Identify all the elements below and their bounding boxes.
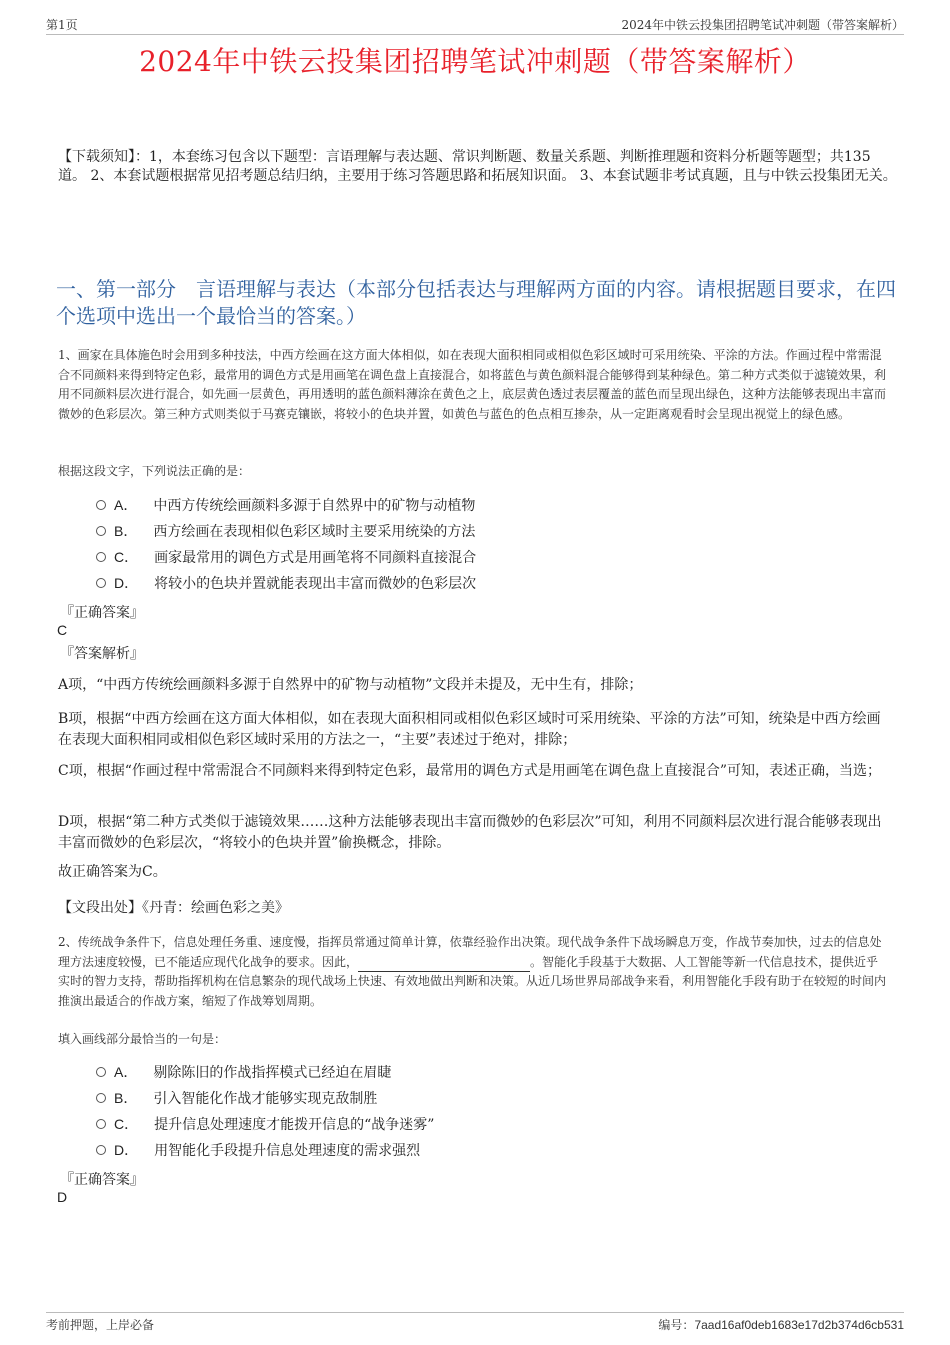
footer-slogan: 考前押题，上岸必备 bbox=[46, 1318, 155, 1332]
radio-icon[interactable] bbox=[96, 1067, 106, 1077]
question-2-answer-label: 『正确答案』 bbox=[60, 1172, 144, 1188]
question-1-analysis-c: C项，根据“作画过程中常需混合不同颜料来得到特定色彩，最常用的调色方式是用画笔在调色盘上直接混合”可知，表述正确，当选； bbox=[58, 763, 882, 779]
page-number: 第1页 bbox=[46, 18, 78, 32]
radio-icon[interactable] bbox=[96, 500, 106, 510]
radio-icon[interactable] bbox=[96, 1145, 106, 1155]
question-1-analysis-a: A项，“中西方传统绘画颜料多源于自然界中的矿物与动植物”文段并未提及，无中生有，排除； bbox=[58, 677, 643, 693]
question-2-answer: D bbox=[57, 1189, 68, 1205]
question-1-analysis-d: D项，根据“第二种方式类似于滤镜效果……这种方法能够表现出丰富而微妙的色彩层次”可知，利用不同颜料层次进行混合能够表现出丰富而微妙的色彩层次，“将较小的色块并置”偷换概念，排除。 bbox=[58, 814, 882, 851]
header-doc-title: 2024年中铁云投集团招聘笔试冲刺题（带答案解析） bbox=[621, 18, 904, 32]
question-1-source: 【文段出处】《丹青：绘画色彩之美》 bbox=[58, 900, 289, 916]
question-2-option-d[interactable]: D． 用智能化手段提升信息处理速度的需求强烈 bbox=[96, 1139, 896, 1161]
question-1-passage: 1、画家在具体施色时会用到多种技法，中西方绘画在这方面大体相似，如在表现大面积相同或相似色彩区域时可采用统染、平涂的方法。作画过程中常需混合不同颜料来得到特定色彩，最常用的调色方式是用画笔在调色盘上直接混合，如将蓝色与黄色颜料混合能够得到某种绿色。第二种方式类似于滤镜效果，利用不同颜料层次进行混合，如先画一层黄色，再用透明的蓝色颜料薄涂在黄色之上，底层黄色透过表层覆盖的蓝色而呈现出绿色，这种方法能够表现出丰富而微妙的色彩层次。第三种方式则类似于马赛克镶嵌，将较小的色块并置，如黄色与蓝色的色点相互掺杂，从一定距离观看时会呈现出视觉上的绿色感。 bbox=[58, 348, 887, 421]
radio-icon[interactable] bbox=[96, 526, 106, 536]
footer-code: 编号：7aad16af0deb1683e17d2b374d6cb531 bbox=[658, 1318, 904, 1332]
question-1-analysis-b: B项，根据“中西方绘画在这方面大体相似，如在表现大面积相同或相似色彩区域时可采用统染、平涂的方法”可知，统染是中西方绘画在表现大面积相同或相似色彩区域时采用的方法之一，“主要”表述过于绝对，排除； bbox=[58, 711, 881, 748]
question-1-conclusion: 故正确答案为C。 bbox=[58, 864, 167, 880]
question-2-option-c[interactable]: C． 提升信息处理速度才能拨开信息的“战争迷雾” bbox=[96, 1113, 896, 1135]
section-title: 一、第一部分 言语理解与表达（本部分包括表达与理解两方面的内容。请根据题目要求，在四个选项中选出一个最恰当的答案。） bbox=[56, 277, 896, 328]
radio-icon[interactable] bbox=[96, 1093, 106, 1103]
question-1-analysis-label: 『答案解析』 bbox=[60, 646, 144, 662]
question-1-option-a[interactable]: A． 中西方传统绘画颜料多源于自然界中的矿物与动植物 bbox=[96, 494, 896, 516]
radio-icon[interactable] bbox=[96, 552, 106, 562]
fill-blank[interactable] bbox=[358, 959, 530, 972]
question-2-option-a[interactable]: A． 剔除陈旧的作战指挥模式已经迫在眉睫 bbox=[96, 1061, 896, 1083]
question-1-answer: C bbox=[57, 622, 68, 638]
question-2-passage: 2、传统战争条件下，信息处理任务重、速度慢，指挥员常通过简单计算，依靠经验作出决策。现代战争条件下战场瞬息万变，作战节奏加快，过去的信息处理方法速度较慢，已不能适应现代化战争的要求。因此， 。智能化手段基于大数据、人工智能等新一代信息技术，提供近乎实时的智力支持，帮助指挥机构在信息繁杂的现代战场上快速、有效地做出判断和决策。从近几场世界局部战争来看，利用智能化手段有助于在较短的时间内推演出最适合的作战方案，缩短了作战筹划周期。 bbox=[58, 935, 887, 1008]
radio-icon[interactable] bbox=[96, 578, 106, 588]
page-footer bbox=[46, 1312, 904, 1333]
question-1-option-d[interactable]: D． 将较小的色块并置就能表现出丰富而微妙的色彩层次 bbox=[96, 572, 896, 594]
question-1-option-c[interactable]: C． 画家最常用的调色方式是用画笔将不同颜料直接混合 bbox=[96, 546, 896, 568]
page-header bbox=[46, 14, 904, 35]
question-2-prompt: 填入画线部分最恰当的一句是： bbox=[58, 1032, 227, 1046]
question-2-option-b[interactable]: B． 引入智能化作战才能够实现克敌制胜 bbox=[96, 1087, 896, 1109]
download-notice: 【下载须知】：1，本套练习包含以下题型：言语理解与表达题、常识判断题、数量关系题、判断推理题和资料分析题等题型；共135道。 2、本套试题根据常见招考题总结归纳，主要用于练习答题思路和拓展知识面。 3、本套试题非考试真题，且与中铁云投集团无关。 bbox=[58, 149, 897, 184]
question-1-answer-label: 『正确答案』 bbox=[60, 605, 144, 621]
question-1-prompt: 根据这段文字，下列说法正确的是： bbox=[58, 464, 251, 478]
page-title: 2024年中铁云投集团招聘笔试冲刺题（带答案解析） bbox=[139, 45, 811, 78]
radio-icon[interactable] bbox=[96, 1119, 106, 1129]
question-1-option-b[interactable]: B． 西方绘画在表现相似色彩区域时主要采用统染的方法 bbox=[96, 520, 896, 542]
